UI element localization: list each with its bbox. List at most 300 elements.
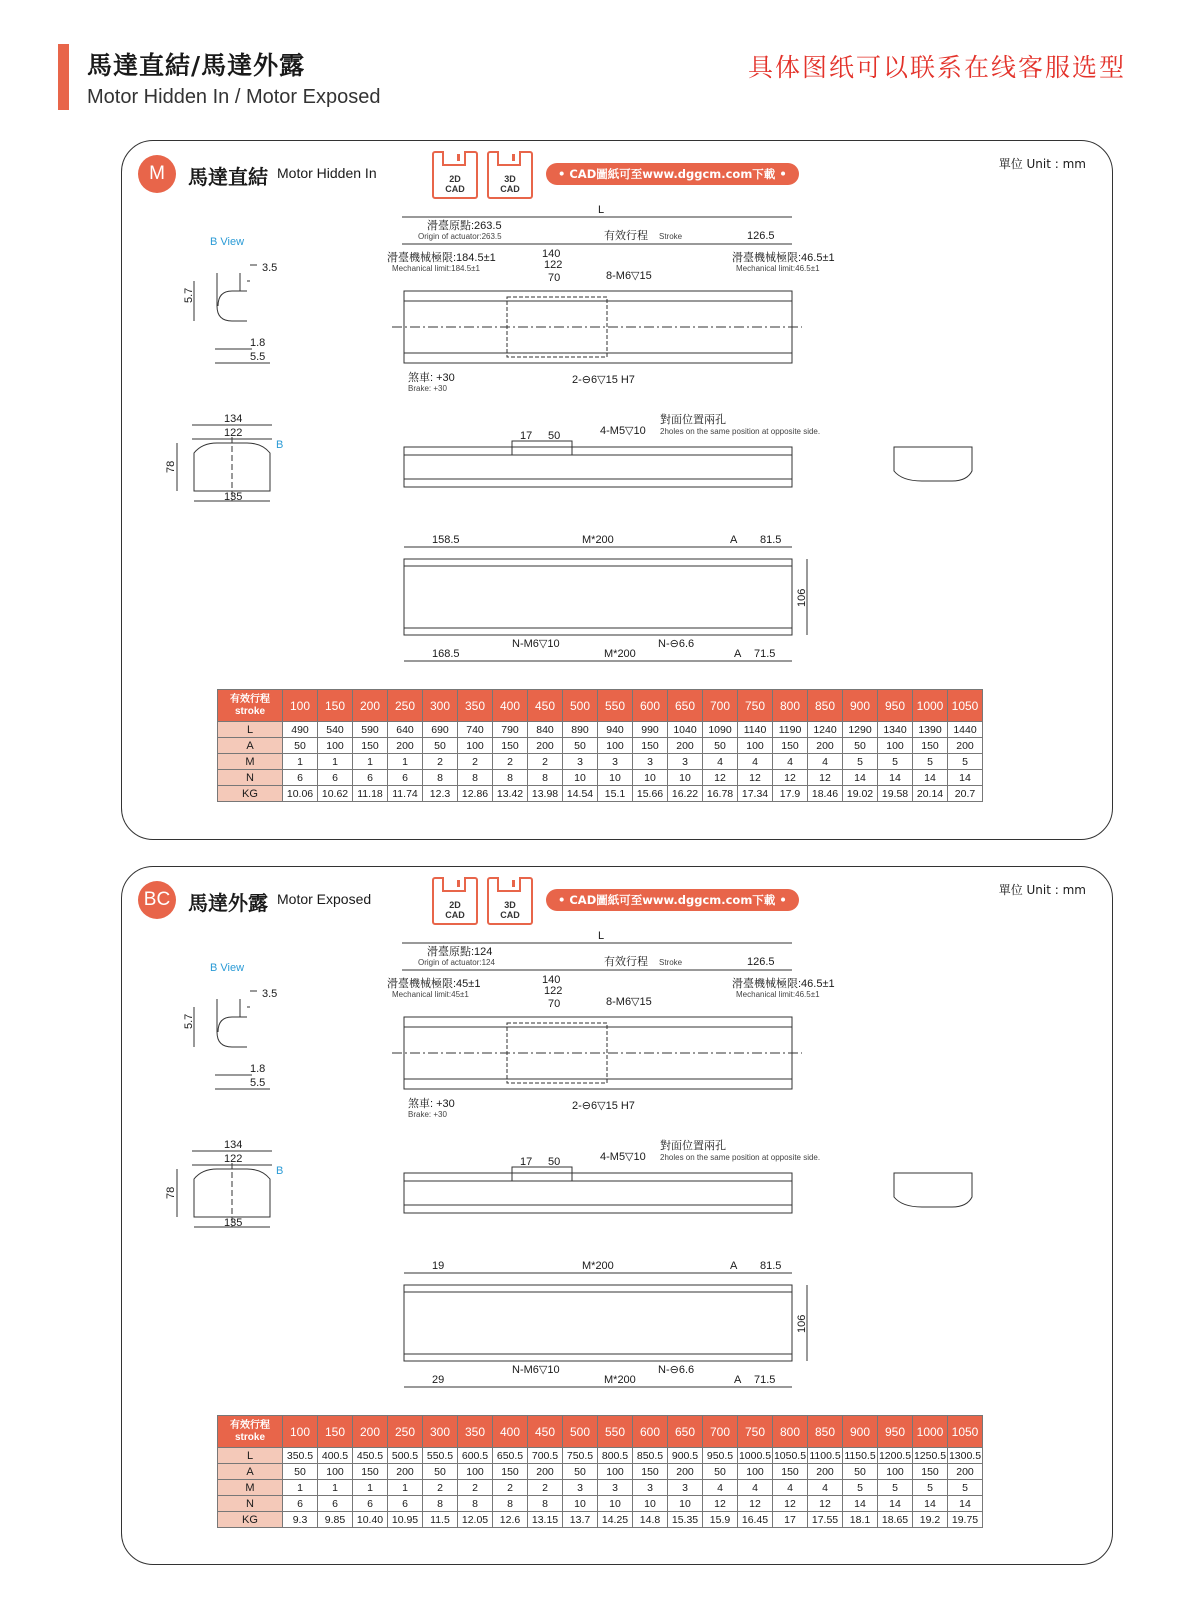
row-label: M [218,1480,283,1496]
table-cell: 450.5 [353,1448,388,1464]
stroke-header-en: stroke [234,1431,265,1443]
dim-17: 17 [520,1156,533,1168]
dim-A-top: A [730,534,738,546]
table-cell: 1300.5 [948,1449,982,1462]
table-cell: 8 [493,770,528,786]
table-cell: 17.9 [773,786,808,802]
section-motor-exposed [121,866,1113,1565]
technical-drawing [122,867,1112,1422]
table-cell: 150 [773,738,808,754]
dim-1-8: 1.8 [250,337,266,349]
table-row [218,1496,983,1512]
table-cell: 500.5 [388,1448,423,1464]
stroke-value-header: 350 [458,690,493,722]
dim-A-bottom: A [734,1374,742,1386]
end-view-right [894,1173,972,1207]
stroke-value-header: 400 [493,1416,528,1448]
stroke-value-header: 450 [528,1416,563,1448]
table-cell: 150 [493,1464,528,1480]
table-cell: 790 [493,722,528,738]
table-cell: 100 [458,738,493,754]
table-cell: 950.5 [703,1448,738,1464]
table-cell: 12.05 [458,1512,493,1528]
table-cell: 18.1 [843,1512,878,1528]
technical-drawing [122,141,1112,696]
table-cell: 4 [703,754,738,770]
dim-81-5: 81.5 [760,1260,782,1272]
table-cell: 1240 [808,722,843,738]
table-cell: 4 [808,754,843,770]
table-cell: 150 [913,1464,948,1480]
stroke-value-header: 450 [528,690,563,722]
table-cell: 9.3 [283,1512,318,1528]
table-cell: 14 [878,1496,913,1512]
table-cell: 1 [283,754,318,770]
table-cell: 17.55 [808,1512,843,1528]
table-cell: 2 [423,754,458,770]
table-cell: 2 [528,754,563,770]
table-cell: 200 [668,1464,703,1480]
table-cell: 10 [563,1496,598,1512]
stroke-value-header: 700 [703,1416,738,1448]
table-cell: 150 [493,738,528,754]
stroke-value-header: 600 [633,690,668,722]
mech-limit-left-en: Mechanical limit:45±1 [392,990,469,999]
table-cell: 20.7 [948,786,983,802]
table-cell: 12 [773,1496,808,1512]
table-cell: 14 [948,770,983,786]
table-cell: 10.62 [318,786,353,802]
dim-1-8: 1.8 [250,1063,266,1075]
table-cell: 890 [563,722,598,738]
stroke-value-header: 400 [493,690,528,722]
stroke-value-header: 1050 [948,1416,983,1448]
brake-label: 煞車: +30 [408,372,455,384]
dim-3-5: 3.5 [262,262,278,274]
table-cell: 6 [353,1496,388,1512]
stroke-value-header: 850 [808,1416,843,1448]
table-cell: 650.5 [493,1448,528,1464]
cad-3d-download-icon[interactable]: 3D CAD [487,877,533,925]
actuator-side-view [404,447,792,487]
table-cell: 900.5 [668,1448,703,1464]
table-cell: 200 [808,738,843,754]
row-label: A [218,738,283,754]
table-cell: 13.98 [528,786,563,802]
table-cell: 4 [738,754,773,770]
stroke-value-header: 600 [633,1416,668,1448]
table-cell: 15.9 [703,1512,738,1528]
table-cell: 4 [703,1480,738,1496]
table-cell: 1200.5 [878,1449,912,1462]
table-cell: 11.5 [423,1512,458,1528]
mech-limit-right-en: Mechanical limit:46.5±1 [736,990,820,999]
stroke-value-header: 1000 [913,1416,948,1448]
actuator-bottom-view [404,1285,792,1361]
dim-122-top: 122 [544,985,563,997]
stroke-value-header: 250 [388,1416,423,1448]
table-cell: 200 [388,738,423,754]
section-subtitle: Motor Hidden In [277,165,377,181]
table-cell: 100 [458,1464,493,1480]
table-cell: 1190 [773,722,808,738]
dim-m200-top: M*200 [582,534,614,546]
table-cell: 1000.5 [738,1449,772,1462]
table-cell: 8 [458,770,493,786]
table-row [218,786,983,802]
table-cell: 8 [528,770,563,786]
table-cell: 12 [808,1496,843,1512]
dim-right-length: 126.5 [747,956,775,968]
table-cell: 50 [843,738,878,754]
table-cell: 200 [948,1464,983,1480]
table-cell: 150 [773,1464,808,1480]
dim-50: 50 [548,1156,561,1168]
spec-table [217,1415,983,1528]
table-cell: 19.02 [843,786,878,802]
stroke-value-header: 800 [773,690,808,722]
table-cell: 200 [528,1464,563,1480]
table-cell: 3 [598,754,633,770]
section-title: 馬達直結 [188,165,268,189]
table-cell: 5 [843,1480,878,1496]
dim-122-top: 122 [544,259,563,271]
mech-limit-left-en: Mechanical limit:184.5±1 [392,264,480,273]
table-cell: 750.5 [563,1448,598,1464]
table-cell: 1140 [738,722,773,738]
stroke-value-header: 800 [773,1416,808,1448]
row-label: KG [218,786,283,802]
table-cell: 19.58 [878,786,913,802]
table-cell: 1100.5 [809,1449,841,1462]
row-label: KG [218,1512,283,1528]
table-cell: 3 [563,1480,598,1496]
table-cell: 50 [423,738,458,754]
stroke-value-header: 950 [878,690,913,722]
table-cell: 490 [283,722,318,738]
row-label: N [218,770,283,786]
dim-3-5: 3.5 [262,988,278,1000]
dim-134: 134 [224,1139,243,1151]
table-cell: 10.95 [388,1512,423,1528]
table-cell: 3 [563,754,598,770]
mech-limit-right-en: Mechanical limit:46.5±1 [736,264,820,273]
table-cell: 15.66 [633,786,668,802]
stroke-label: 有效行程 [604,956,648,968]
table-cell: 540 [318,722,353,738]
table-cell: 2 [528,1480,563,1496]
table-cell: 6 [353,770,388,786]
table-cell: 16.78 [703,786,738,802]
table-cell: 3 [633,754,668,770]
dim-140: 140 [542,974,561,986]
table-cell: 9.85 [318,1512,353,1528]
stroke-header-cell [218,690,283,722]
table-row [218,722,983,738]
table-cell: 12 [703,1496,738,1512]
dim-5-5: 5.5 [250,1077,266,1089]
table-cell: 4 [773,754,808,770]
dim-L: L [598,930,605,942]
stroke-value-header: 1000 [913,690,948,722]
table-row [218,1480,983,1496]
table-cell: 8 [423,770,458,786]
opposite-holes-label: 對面位置兩孔 [660,1140,726,1152]
table-header-row [218,690,983,722]
table-cell: 12 [738,1496,773,1512]
header-accent-bar [58,44,69,110]
table-cell: 3 [598,1480,633,1496]
brake-label: 煞車: +30 [408,1098,455,1110]
table-cell: 8 [458,1496,493,1512]
dim-135: 135 [224,1217,243,1229]
b-view-label: B View [210,236,245,248]
row-label: N [218,1496,283,1512]
stroke-header-zh: 有效行程 [230,1419,270,1431]
table-cell: 50 [843,1464,878,1480]
table-cell: 50 [423,1464,458,1480]
table-cell: 100 [878,738,913,754]
brake-label-en: Brake: +30 [408,384,447,393]
table-cell: 4 [773,1480,808,1496]
stroke-value-header: 650 [668,1416,703,1448]
table-cell: 1340 [878,722,913,738]
stroke-value-header: 150 [318,1416,353,1448]
table-cell: 2 [493,754,528,770]
contact-note: 具体图纸可以联系在线客服选型 [747,53,1126,82]
table-cell: 5 [878,1480,913,1496]
table-cell: 1250.5 [913,1449,947,1462]
opposite-holes-label-en: 2holes on the same position at opposite side. [660,427,821,436]
table-cell: 640 [388,722,423,738]
stroke-value-header: 300 [423,690,458,722]
table-cell: 100 [598,738,633,754]
table-cell: 12 [773,770,808,786]
dim-L: L [598,204,605,216]
stroke-value-header: 550 [598,690,633,722]
table-cell: 10 [633,1496,668,1512]
origin-label-en: Origin of actuator:263.5 [418,232,502,241]
table-cell: 5 [913,754,948,770]
table-cell: 100 [318,738,353,754]
table-cell: 1040 [668,722,703,738]
dim-134: 134 [224,413,243,425]
dim-50: 50 [548,430,561,442]
dim-m200-bottom: M*200 [604,648,636,660]
dim-A-top: A [730,1260,738,1272]
table-cell: 4 [808,1480,843,1496]
origin-label-en: Origin of actuator:124 [418,958,495,967]
table-cell: 6 [283,1496,318,1512]
stroke-value-header: 1050 [948,690,983,722]
dim-right-length: 126.5 [747,230,775,242]
dim-bottom-left: 29 [432,1374,445,1386]
stroke-value-header: 150 [318,690,353,722]
origin-label: 滑臺原點:263.5 [427,220,502,232]
table-cell: 10 [633,770,668,786]
stroke-value-header: 100 [283,1416,318,1448]
table-cell: 100 [738,1464,773,1480]
origin-label: 滑臺原點:124 [427,946,493,958]
b-marker: B [276,1165,284,1177]
table-cell: 200 [948,738,983,754]
stroke-value-header: 750 [738,690,773,722]
table-cell: 100 [598,1464,633,1480]
stroke-value-header: 250 [388,690,423,722]
stroke-value-header: 500 [563,690,598,722]
table-cell: 6 [388,770,423,786]
table-cell: 3 [633,1480,668,1496]
table-cell: 19.75 [948,1512,983,1528]
table-cell: 3 [668,1480,703,1496]
table-cell: 2 [458,1480,493,1496]
stroke-value-header: 200 [353,690,388,722]
table-cell: 10.40 [353,1512,388,1528]
brake-label-en: Brake: +30 [408,1110,447,1119]
dim-78: 78 [165,460,177,473]
table-cell: 1090 [703,722,738,738]
cad-2d-download-icon[interactable]: 2D CAD [432,151,478,199]
table-cell: 2 [458,754,493,770]
stroke-value-header: 500 [563,1416,598,1448]
b-marker: B [276,439,284,451]
stroke-value-header: 700 [703,690,738,722]
table-cell: 690 [423,722,458,738]
table-cell: 14 [843,1496,878,1512]
table-cell: 840 [528,722,563,738]
tap-m5-label: 4-M5▽10 [600,1151,646,1163]
table-cell: 5 [878,754,913,770]
table-cell: 100 [878,1464,913,1480]
dim-top-left: 158.5 [432,534,460,546]
cad-2d-download-icon[interactable]: 2D CAD [432,877,478,925]
cad-download-link[interactable]: • CAD圖紙可至www.dggcm.com下載 • [546,163,799,185]
dim-122: 122 [224,427,243,439]
table-cell: 150 [633,1464,668,1480]
table-cell: 18.46 [808,786,843,802]
table-cell: 150 [913,738,948,754]
dim-bottom-left: 168.5 [432,648,460,660]
table-cell: 14 [913,770,948,786]
table-cell: 1050.5 [773,1449,807,1462]
table-cell: 10 [668,1496,703,1512]
table-cell: 18.65 [878,1512,913,1528]
dim-A-bottom: A [734,648,742,660]
table-cell: 1290 [843,722,878,738]
table-cell: 50 [563,738,598,754]
table-cell: 50 [283,1464,318,1480]
table-cell: 1 [388,754,423,770]
table-cell: 1 [353,754,388,770]
table-cell: 11.74 [388,786,423,802]
table-cell: 10 [563,770,598,786]
actuator-side-view [404,1173,792,1213]
table-cell: 10.06 [283,786,318,802]
table-cell: 1390 [913,722,948,738]
row-label: M [218,754,283,770]
table-cell: 1 [388,1480,423,1496]
stroke-header-zh: 有效行程 [230,693,270,705]
cad-download-link[interactable]: • CAD圖紙可至www.dggcm.com下載 • [546,889,799,911]
stroke-value-header: 850 [808,690,843,722]
tap-m5-label: 4-M5▽10 [600,425,646,437]
stroke-value-header: 950 [878,1416,913,1448]
table-cell: 15.1 [598,786,633,802]
tap-nm6-label: N-M6▽10 [512,1364,560,1376]
dim-top-left: 19 [432,1260,445,1272]
table-cell: 5 [948,754,983,770]
table-cell: 8 [423,1496,458,1512]
table-cell: 600.5 [458,1448,493,1464]
stroke-value-header: 900 [843,1416,878,1448]
tap-m6-label: 8-M6▽15 [606,996,652,1008]
dim-81-5: 81.5 [760,534,782,546]
dim-70: 70 [548,272,561,284]
hole-n66-label: N-⊖6.6 [658,638,695,650]
table-cell: 12 [738,770,773,786]
dim-5-7: 5.7 [183,1013,195,1029]
table-cell: 1 [318,1480,353,1496]
table-cell: 200 [528,738,563,754]
table-cell: 1 [353,1480,388,1496]
table-cell: 12 [808,770,843,786]
table-cell: 1150.5 [844,1449,876,1462]
table-cell: 2 [493,1480,528,1496]
dim-17: 17 [520,430,533,442]
stroke-header-cell [218,1416,283,1448]
table-cell: 20.14 [913,786,948,802]
table-cell: 50 [703,738,738,754]
table-cell: 16.45 [738,1512,773,1528]
table-cell: 12.6 [493,1512,528,1528]
table-cell: 13.15 [528,1512,563,1528]
table-cell: 12 [703,770,738,786]
stroke-value-header: 100 [283,690,318,722]
section-badge: BC [138,881,176,919]
table-row [218,738,983,754]
dim-m200-top: M*200 [582,1260,614,1272]
dim-135: 135 [224,491,243,503]
section-subtitle: Motor Exposed [277,891,372,907]
table-cell: 17 [773,1512,808,1528]
dim-140: 140 [542,248,561,260]
dim-78: 78 [165,1186,177,1199]
stroke-label-en: Stroke [659,958,683,967]
table-cell: 1 [318,754,353,770]
dim-71-5: 71.5 [754,648,776,660]
table-cell: 14 [843,770,878,786]
table-cell: 6 [283,770,318,786]
table-cell: 14 [913,1496,948,1512]
table-cell: 15.35 [668,1512,703,1528]
stroke-header-en: stroke [234,705,265,717]
dim-106: 106 [796,588,808,607]
table-row [218,770,983,786]
table-cell: 350.5 [283,1448,318,1464]
table-cell: 990 [633,722,668,738]
table-cell: 740 [458,722,493,738]
section-title: 馬達外露 [188,891,268,915]
cad-3d-download-icon[interactable]: 3D CAD [487,151,533,199]
b-view-label: B View [210,962,245,974]
section-motor-hidden-in [121,140,1113,840]
b-view-bracket [217,265,257,321]
table-cell: 17.34 [738,786,773,802]
table-row [218,1464,983,1480]
table-cell: 150 [633,738,668,754]
table-cell: 14.54 [563,786,598,802]
table-cell: 10 [598,1496,633,1512]
